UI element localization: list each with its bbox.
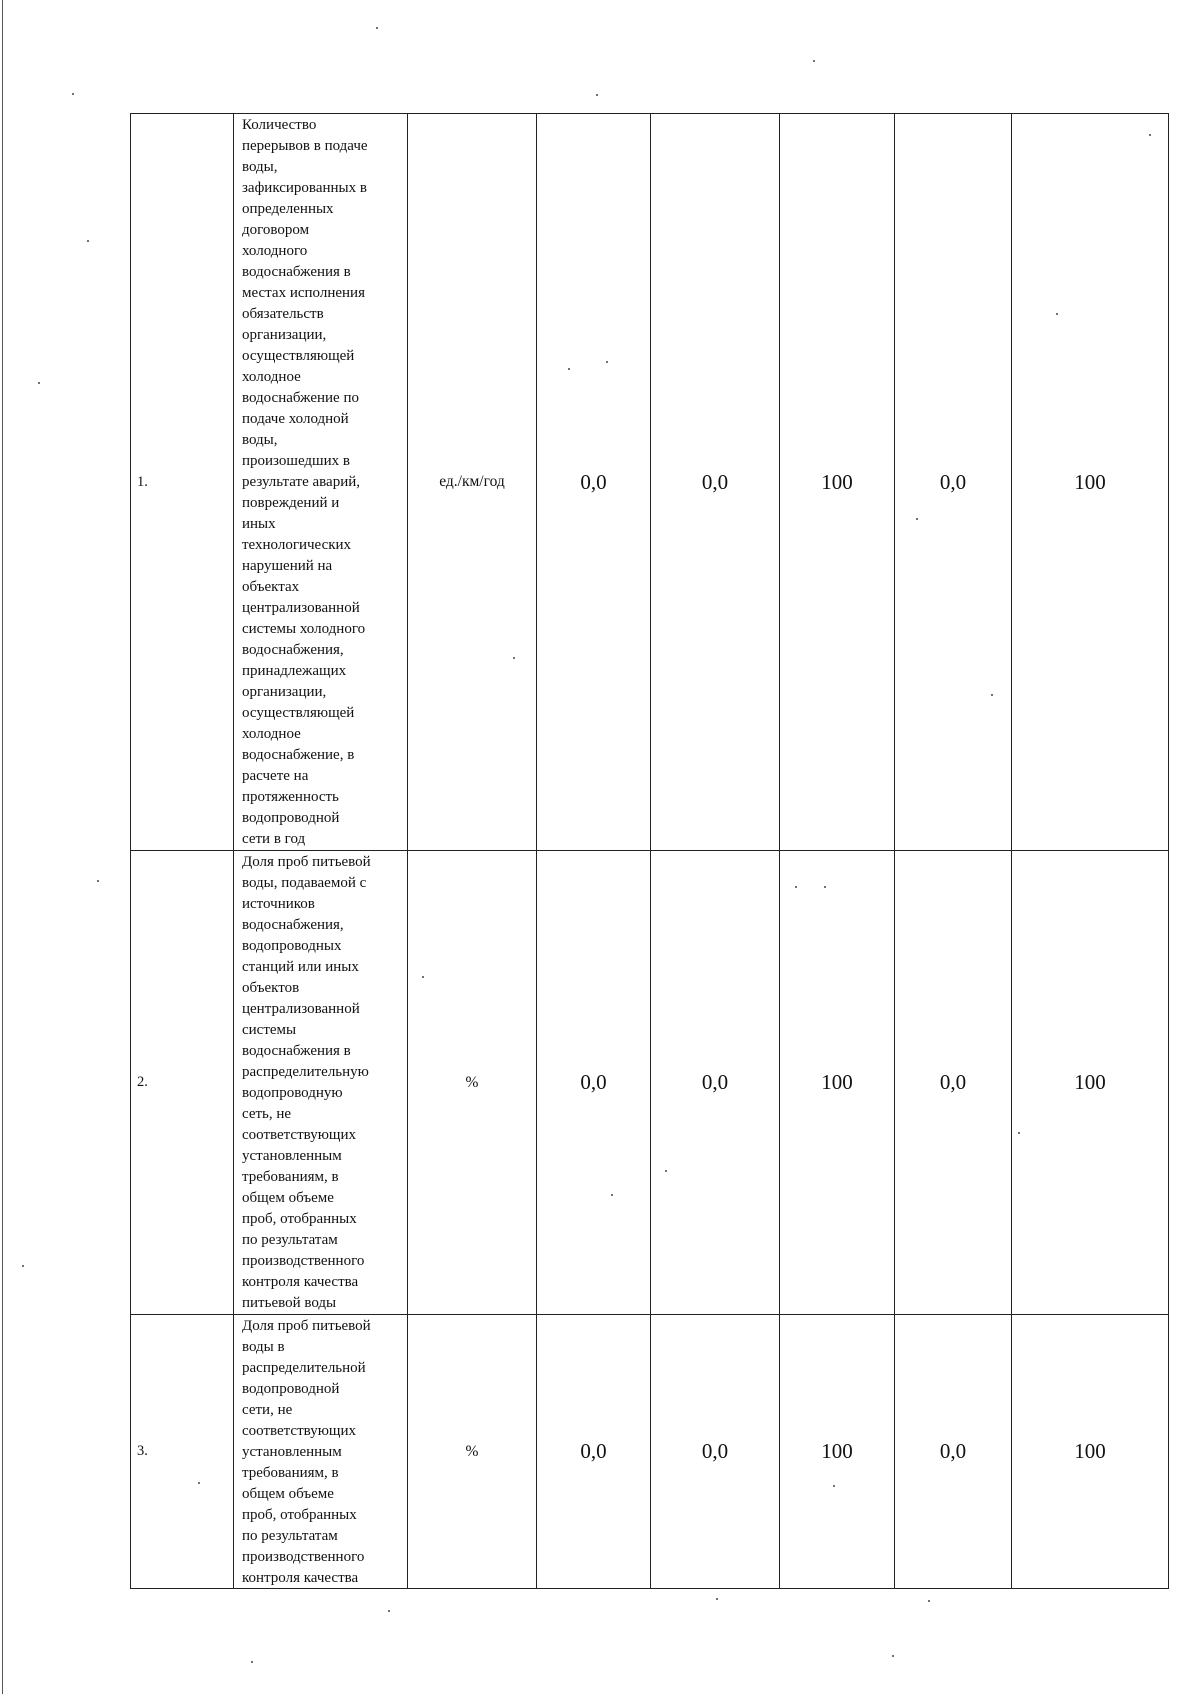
- scan-speck: [596, 94, 598, 96]
- indicator-description: [234, 1315, 408, 1589]
- indicator-description: [234, 114, 408, 851]
- value-cell: 0,0: [651, 1315, 780, 1589]
- indicators-table: [130, 113, 1169, 1589]
- value-cell: 0,0: [895, 1315, 1012, 1589]
- table-row: [131, 114, 1169, 851]
- scan-speck: [388, 1610, 390, 1612]
- page-left-edge: [2, 0, 3, 1694]
- indicator-description-text: Доля проб питьевой воды в распределительной водопроводной сети, не соответствующих установленным требованиям, в общем объеме проб, отобранных по результатам производственного контроля качества: [242, 1318, 371, 1586]
- indicator-description-text: Количество перерывов в подаче воды, зафиксированных в определенных договором холодного водоснабжения в местах исполнения обязательств организации, осуществляющей холодное водоснабжение по подаче холодной воды, произошедших в результате аварий, повреждений и иных технологических нарушений на объектах централизованной системы холодного водоснабжения, принадлежащих организации, осуществляющей холодное водоснабжение, в расчете на протяженность водопроводной сети в год: [242, 117, 368, 847]
- unit-of-measure: %: [408, 851, 537, 1315]
- value-cell: 100: [780, 1315, 895, 1589]
- scan-speck: [38, 382, 40, 384]
- value-cell: 0,0: [537, 851, 651, 1315]
- indicator-description-text: Доля проб питьевой воды, подаваемой с источников водоснабжения, водопроводных станций или иных объектов централизованной системы водоснабжения в распределительную водопроводную сеть, не соответствующих установленным требованиям, в общем объеме проб, отобранных по результатам производственного контроля качества питьевой воды: [242, 854, 371, 1311]
- value-cell: 0,0: [895, 114, 1012, 851]
- table-row: [131, 851, 1169, 1315]
- scan-speck: [87, 240, 89, 242]
- value-cell: 100: [780, 851, 895, 1315]
- scan-speck: [716, 1598, 718, 1600]
- value-cell: 0,0: [651, 851, 780, 1315]
- table-row: [131, 1315, 1169, 1589]
- value-cell: 0,0: [537, 1315, 651, 1589]
- scan-speck: [928, 1600, 930, 1602]
- value-cell: 0,0: [651, 114, 780, 851]
- value-cell: 0,0: [537, 114, 651, 851]
- unit-of-measure: ед./км/год: [408, 114, 537, 851]
- scan-speck: [72, 93, 74, 95]
- row-number: 2.: [131, 851, 234, 1315]
- scan-speck: [376, 27, 378, 29]
- value-cell: 100: [1012, 1315, 1169, 1589]
- value-cell: 100: [1012, 114, 1169, 851]
- scan-speck: [813, 60, 815, 62]
- row-number: 3.: [131, 1315, 234, 1589]
- scan-speck: [97, 880, 99, 882]
- scan-speck: [22, 1265, 24, 1267]
- indicator-description: [234, 851, 408, 1315]
- scan-speck: [892, 1655, 894, 1657]
- value-cell: 100: [780, 114, 895, 851]
- value-cell: 100: [1012, 851, 1169, 1315]
- value-cell: 0,0: [895, 851, 1012, 1315]
- row-number: 1.: [131, 114, 234, 851]
- unit-of-measure: %: [408, 1315, 537, 1589]
- scan-speck: [251, 1661, 253, 1663]
